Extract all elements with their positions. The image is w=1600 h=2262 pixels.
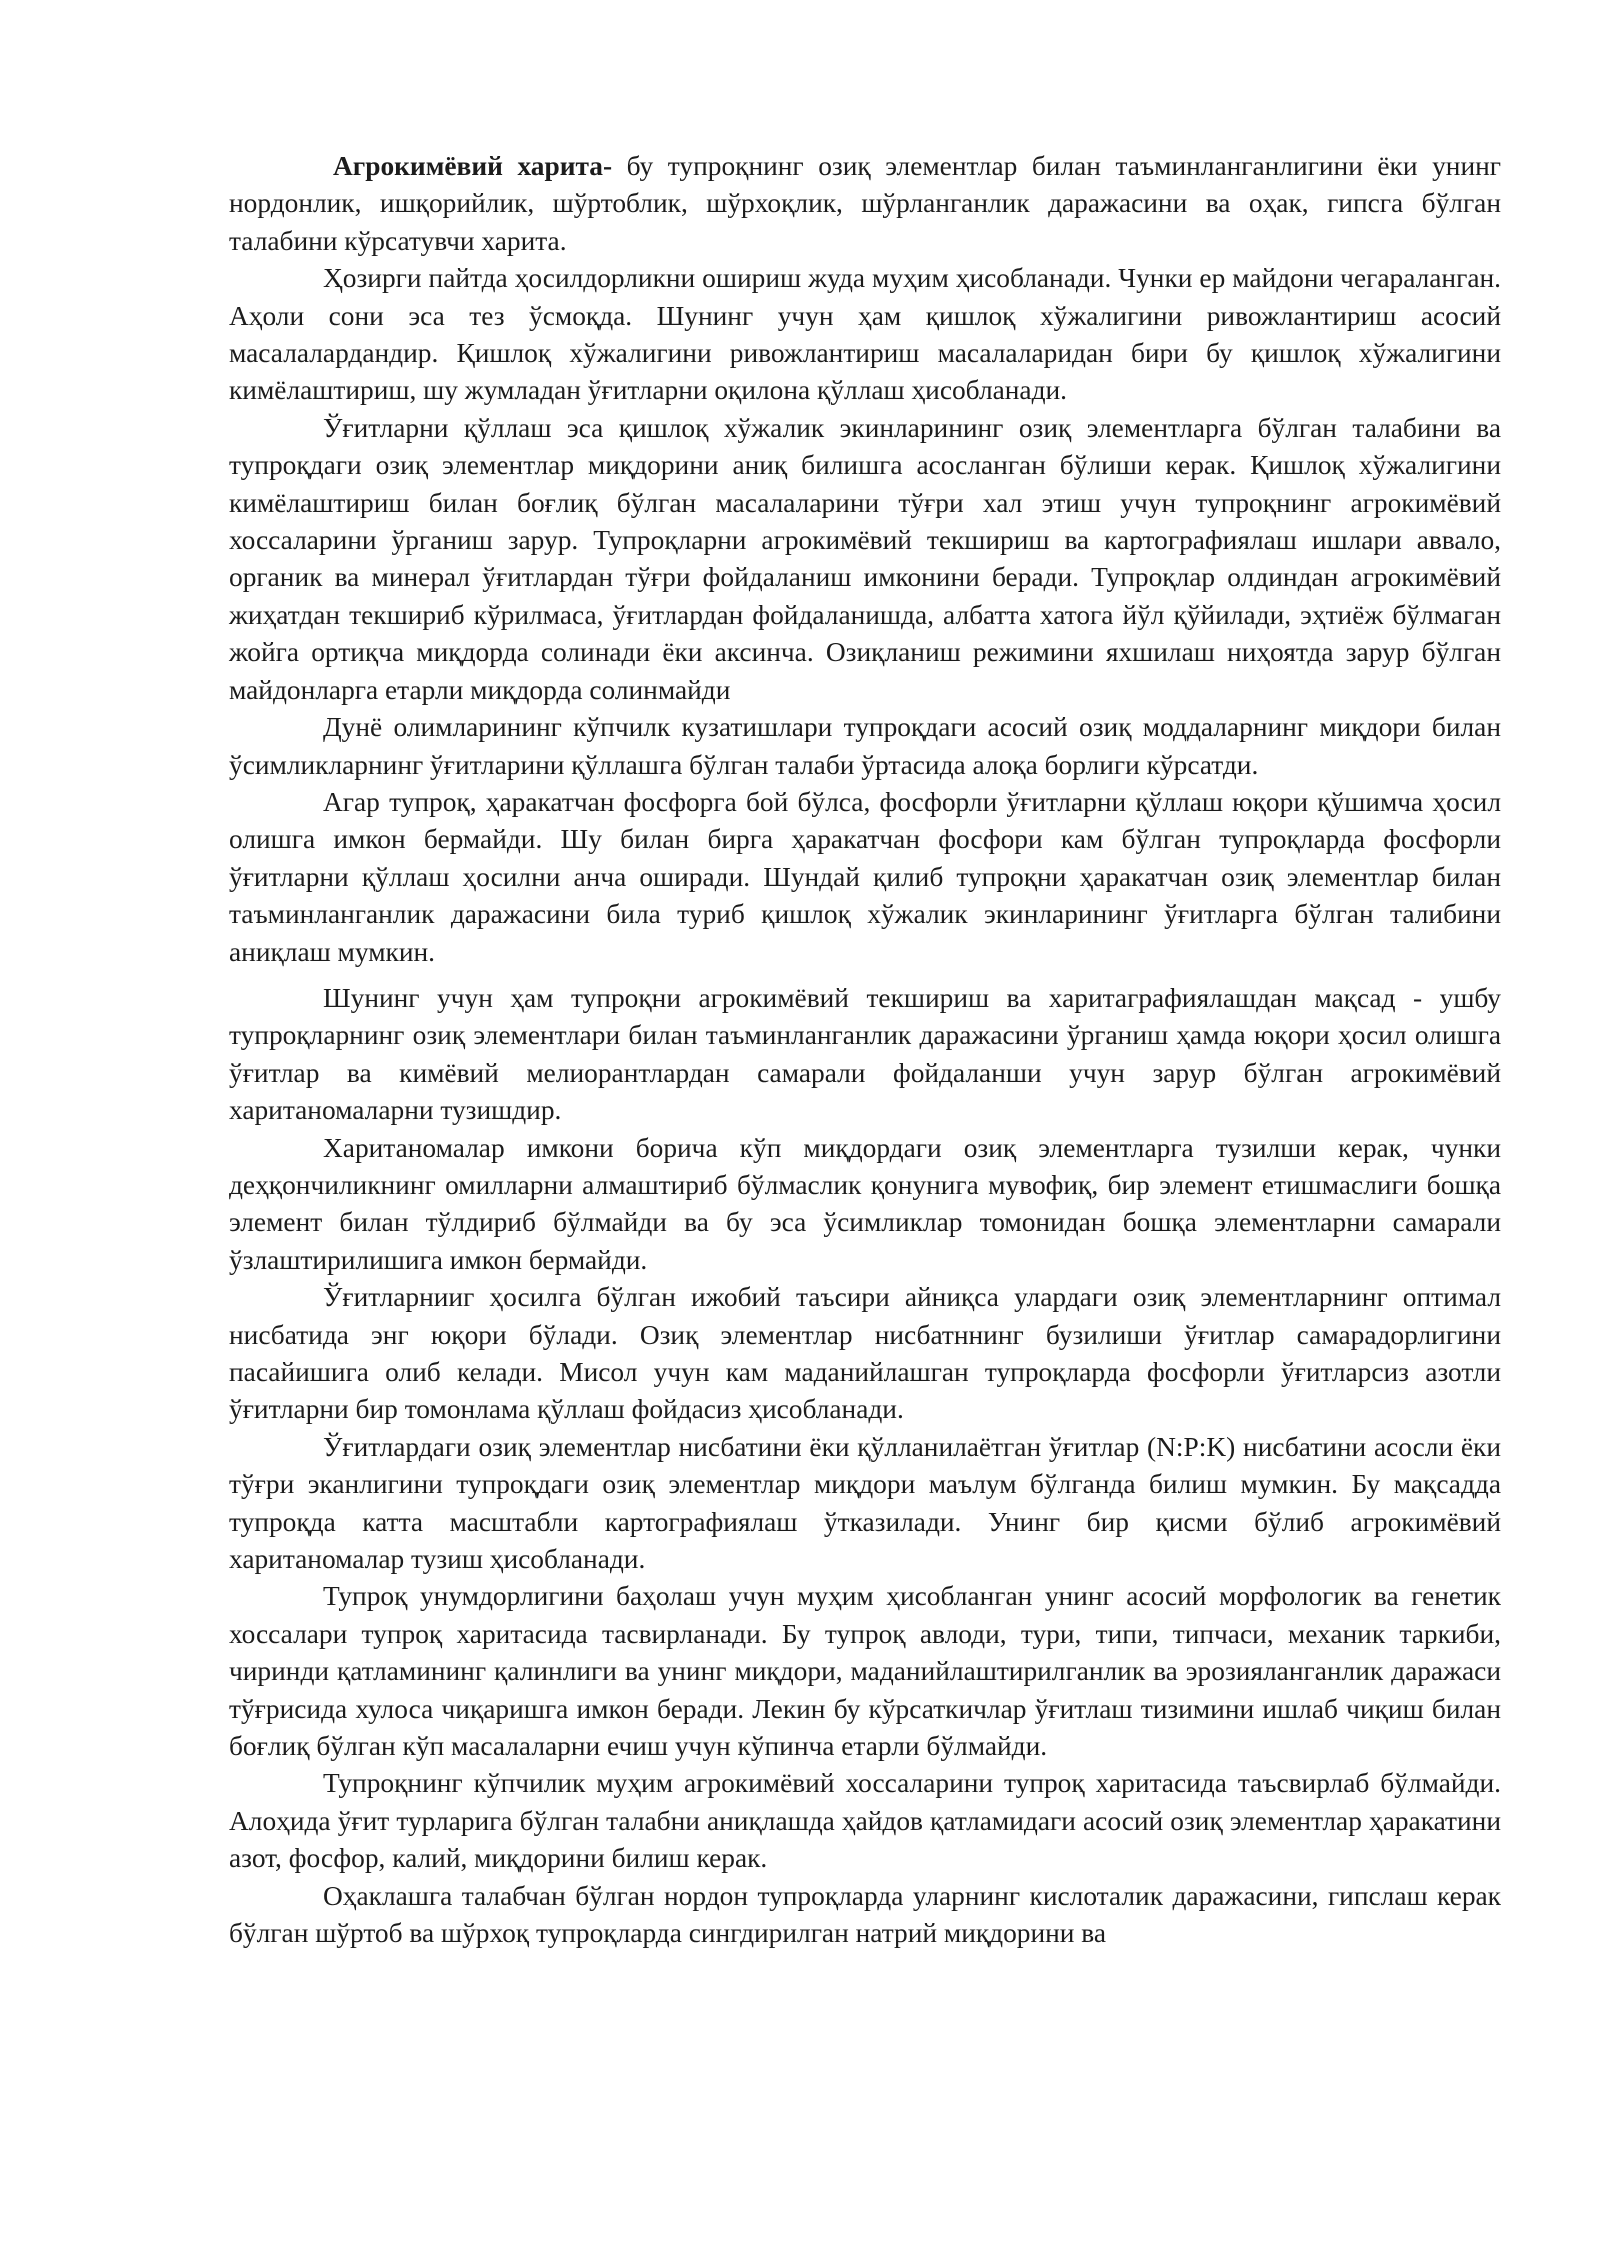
paragraph: Тупроқ унумдорлигини баҳолаш учун муҳим ҳисобланган унинг асосий морфологик ва генетик хоссалари тупроқ харитасида тасвирланади. Бу тупроқ авлоди, тури, типи, типчаси, механик таркиби, чиринди қатламининг қалинлиги ва унинг миқдори, маданийлаштирилганлик ва эрозияланганлик даражаси тўғрисида хулоса чиқаришга имкон беради. Лекин бу кўрсаткичлар ўғитлаш тизимини ишлаб чиқиш билан боғлиқ бўлган кўп масалаларни ечиш учун кўпинча етарли бўлмайди. (229, 1581, 1501, 1762)
paragraph: Ўғитларнииг ҳосилга бўлган ижобий таъсири айниқса улардаги озиқ элементларнинг оптимал нисбатида энг юқори бўлади. Озиқ элементлар нисбатннинг бузилиши ўғитлар самарадорлигини пасайишига олиб келади. Мисол учун кам маданийлашган тупроқларда фосфорли ўғитларсиз азотли ўғитларни бир томонлама қўллаш фойдасиз ҳисобланади. (229, 1282, 1501, 1425)
paragraph: Хаританомалар имкони борича кўп миқдордаги озиқ элементларга тузилши керак, чунки деҳқончиликнинг омилларни алмаштириб бўлмаслик қонунига мувофиқ, бир элемент етишмаслиги бошқа элемент билан тўлдириб бўлмайди ва бу эса ўсимликлар томонидан бошқа элементларни самарали ўзлаштирилишига имкон бермайди. (229, 1132, 1501, 1275)
term-heading: Агрокимёвий харита- (333, 151, 613, 181)
document-page (229, 148, 1501, 1953)
paragraph: Шунинг учун ҳам тупроқни агрокимёвий текшириш ва харитаграфиялашдан мақсад - ушбу тупроқларнинг озиқ элементлари билан таъминланганлик даражасини ўрганиш ҳамда юқори ҳосил олишга ўғитлар ва кимёвий мелиорантлардан самарали фойдаланши учун зарур бўлган агрокимёвий хаританомаларни тузишдир. (229, 982, 1501, 1126)
paragraph: Дунё олимларининг кўпчилк кузатишлари тупроқдаги асосий озиқ моддаларнинг миқдори билан ўсимликларнинг ўғитларини қўллашга бўлган талаби ўртасида алоқа борлиги кўрсатди. (229, 712, 1501, 780)
paragraph: Тупроқнинг кўпчилик муҳим агрокимёвий хоссаларини тупроқ харитасида таъсвирлаб бўлмайди. Алоҳида ўғит турларига бўлган талабни аниқлашда ҳайдов қатламидаги асосий озиқ элементлар ҳаракатини азот, фосфор, калий, миқдорини билиш керак. (229, 1768, 1501, 1874)
paragraph-definition (229, 148, 1501, 260)
paragraph: Оҳаклашга талабчан бўлган нордон тупроқларда уларнинг кислоталик даражасини, гипслаш керак бўлган шўртоб ва шўрхоқ тупроқларда сингдирилган натрий миқдорини ва (229, 1880, 1501, 1949)
paragraph: Ҳозирги пайтда ҳосилдорликни ошириш жуда муҳим ҳисобланади. Чунки ер майдони чегараланган. Аҳоли сони эса тез ўсмоқда. Шунинг учун ҳам қишлоқ хўжалигини ривожлантириш асосий масалалардандир. Қишлоқ хўжалигини ривожлантириш масалаларидан бири бу қишлоқ хўжалигини кимёлаштириш, шу жумладан ўғитларни оқилона қўллаш ҳисобланади. (229, 263, 1501, 406)
paragraph: Ўғитлардаги озиқ элементлар нисбатини ёки қўлланилаётган ўғитлар (N:P:K) нисбатини асосли ёки тўғри эканлигини тупроқдаги озиқ элементлар миқдори маълум бўлганда билиш мумкин. Бу мақсадда тупроқда катта масштабли картографиялаш ўтказилади. Унинг бир қисми бўлиб агрокимёвий хаританомалар тузиш ҳисобланади. (229, 1431, 1501, 1575)
paragraph: Ўғитларни қўллаш эса қишлоқ хўжалик экинларининг озиқ элементларга бўлган талабини ва тупроқдаги озиқ элементлар миқдорини аниқ билишга асосланган бўлиши керак. Қишлоқ хўжалигини кимёлаштириш билан боғлиқ бўлган масалаларини тўғри хал этиш учун тупроқнинг агрокимёвий хоссаларини ўрганиш зарур. Тупроқларни агрокимёвий текшириш ва картографиялаш ишлари аввало, органик ва минерал ўғитлардан тўғри фойдаланиш имконини беради. Тупроқлар олдиндан агрокимёвий жиҳатдан текшириб кўрилмаса, ўғитлардан фойдаланишда, албатта хатога йўл қўйилади, эҳтиёж бўлмаган жойга ортиқча миқдорда солинади ёки аксинча. Озиқланиш режимини яхшилаш ниҳоятда зарур бўлган майдонларга етарли миқдорда солинмайди (229, 412, 1501, 705)
paragraph: Агар тупроқ, ҳаракатчан фосфорга бой бўлса, фосфорли ўғитларни қўллаш юқори қўшимча ҳосил олишга имкон бермайди. Шу билан бирга ҳаракатчан фосфори кам бўлган тупроқларда фосфорли ўғитларни қўллаш ҳосилни анча оширади. Шундай қилиб тупроқни ҳаракатчан озиқ элементлар билан таъминланганлик даражасини била туриб қишлоқ хўжалик экинларининг ўғитларга бўлган талибини аниқлаш мумкин. (229, 786, 1501, 967)
definition-text: бу тупроқнинг озиқ элементлар билан таъминланганлигини ёки унинг нордонлик, ишқорийлик, шўртоблик, шўрхоқлик, шўрланганлик даражасини ва оҳак, гипсга бўлган талабини кўрсатувчи харита. (229, 151, 1501, 256)
